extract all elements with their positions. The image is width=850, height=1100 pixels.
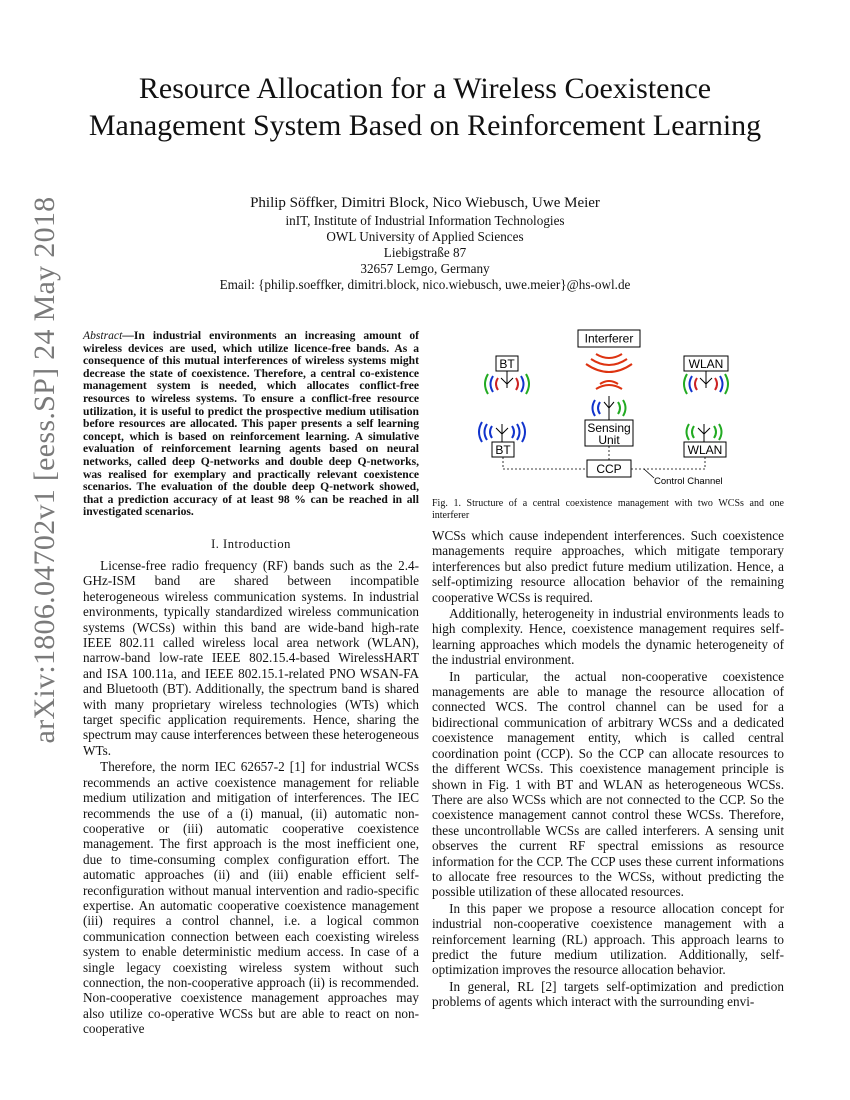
paragraph: In particular, the actual non-cooperative coexistence managements are able to manage the resource allocation of connected WCS. The control channel can be used for a bidirectional communication of arbitrary WCSs and a dedicated coexistence management entity, which is called central coordination point (CCP). So the CCP can allocate resources to the different WCSs. This coexistence management principle is shown in Fig. 1 with BT and WLAN as heterogeneous WCSs. There are also WCSs which are not connected to the CCP. So the coexistence management cannot control these WCSs. Therefore, these uncontrollable WCSs are called interferers. A sensing unit observes the current RF spectral emissions as resource information for the CCP. The CCP uses these current informations to allocate free resources to the WCSs, without predicting the possible utilization of these allocated resources. xyxy=(432,668,784,900)
right-column xyxy=(432,528,784,1010)
figure-1-diagram xyxy=(476,326,766,488)
paragraph: License-free radio frequency (RF) bands such as the 2.4-GHz-ISM band are shared between incompatible heterogeneous wireless communication systems. In industrial environments, typically standardized wireless communication systems (WCSs) within this band are wide-band high-rate IEEE 802.11 called wireless local area network (WLAN), narrow-band low-rate IEEE 802.15.4-based WirelessHART and ISA 100.11a, and IEEE 802.15.1-related PNO WSAN-FA and Bluetooth (BT). Additionally, the spectrum band is shared with many proprietary wireless technologies (WTs) which target specific application requirements. Hence, sharing the spectrum may cause interferences between these heterogeneous WTs. xyxy=(83,558,419,758)
ccp-label: CCP xyxy=(596,462,622,476)
wlan-top-antenna-icon xyxy=(684,371,728,394)
interferer-label: Interferer xyxy=(584,331,634,346)
paragraph: In this paper we propose a resource allocation concept for industrial non-cooperative coexistence management with a reinforcement learning (RL) approach. This approach learns to predict the future medium utilization. Additionally, self-optimization improves the resource allocation behavior. xyxy=(432,900,784,978)
paper-title: Resource Allocation for a Wireless Coexistence Management System Based on Reinforcement Learning xyxy=(88,72,762,142)
left-column xyxy=(83,558,419,1037)
paragraph: In general, RL [2] targets self-optimization and prediction problems of agents which interact with the surrounding envi- xyxy=(432,978,784,1010)
interferer-signal-icon xyxy=(586,354,632,389)
paragraph: Additionally, heterogeneity in industrial environments leads to high complexity. Hence, coexistence management requires self-learning approaches which models the dynamic heterogeneity of the industrial environment. xyxy=(432,606,784,668)
figure-caption: Fig. 1. Structure of a central coexistence management with two WCSs and one interferer xyxy=(432,498,784,521)
bt-bottom-antenna-icon xyxy=(479,422,525,442)
arxiv-identifier: arXiv:1806.04702v1 [eess.SP] 24 May 2018 xyxy=(28,196,61,744)
control-channel-label: Control Channel xyxy=(654,476,723,487)
affiliation-line: inIT, Institute of Industrial Information Technologies xyxy=(285,213,565,228)
affiliation-line: 32657 Lemgo, Germany xyxy=(360,261,490,276)
bt-top-label: BT xyxy=(499,357,515,371)
unit-label: Unit xyxy=(598,433,620,447)
sensing-unit-antenna-icon xyxy=(593,396,626,420)
control-channel-pointer xyxy=(644,469,654,478)
bt-top-antenna-icon xyxy=(485,371,529,394)
paragraph: WCSs which cause independent interferences. Such coexistence managements require approaches, which mitigate temporary interferences but also predict future medium utilization. Hence, a self-optimizing resource allocation behavior of the remaining cooperative WCSs is required. xyxy=(432,528,784,605)
abstract-label: Abstract xyxy=(83,329,123,342)
affiliation-email: Email: {philip.soeffker, dimitri.block, nico.wiebusch, uwe.meier}@hs-owl.de xyxy=(219,277,631,292)
wlan-bottom-label: WLAN xyxy=(687,443,723,457)
affiliation-line: OWL University of Applied Sciences xyxy=(326,229,524,244)
abstract-text: —In industrial environments an increasing amount of wireless devices are used, which utilize licence-free bands. As a consequence of this mutual interferences of wireless systems might decrease the state of coexistence. Therefore, a central co-existence management system is needed, which allocates conflict-free resources to wireless systems. To ensure a conflict-free resource utilization, it is useful to predict the prospective medium utilisation before resources are allocated. This paper presents a self learning concept, which is based on reinforcement learning. A simulative evaluation of reinforcement learning agents based on neural networks, called deep Q-networks and double deep Q-networks, was realised for exemplary and practically relevant coexistence scenarios. The evaluation of the double deep Q-network showed, that a prediction accuracy of at least 98 % can be reached in all investigated scenarios. xyxy=(83,329,419,519)
bt-bottom-label: BT xyxy=(495,443,511,457)
author-list: Philip Söffker, Dimitri Block, Nico Wiebusch, Uwe Meier xyxy=(250,195,600,211)
paragraph: Therefore, the norm IEC 62657-2 [1] for industrial WCSs recommends an active coexistence management for reliable medium utilization and mitigation of interferences. The IEC recommends the use of a (i) manual, (ii) automatic non-cooperative or (iii) automatic cooperative coexistence management. The first approach is the most inefficient one, due to time-consuming complex configuration effort. The automatic approaches (ii) and (iii) enable efficient self-reconfiguration without manual intervention and radio-specific expertise. An automatic cooperative coexistence management (iii) requires a control channel, i.e. a logical common communication connection between each coexisting wireless system to enable deterministic medium access. In case of a single legacy coexisting wireless system without such connection, the non-cooperative approach (ii) is recommended. Non-cooperative coexistence management approaches may also utilize co-operative WCSs but are able to react on non-cooperative xyxy=(83,759,419,1037)
affiliation-line: Liebigstraße 87 xyxy=(383,245,467,260)
section-heading: I. Introduction xyxy=(211,537,291,551)
wlan-bottom-antenna-icon xyxy=(687,424,722,442)
abstract xyxy=(83,330,419,519)
sensing-label: Sensing xyxy=(587,421,631,435)
wlan-top-label: WLAN xyxy=(688,357,724,371)
